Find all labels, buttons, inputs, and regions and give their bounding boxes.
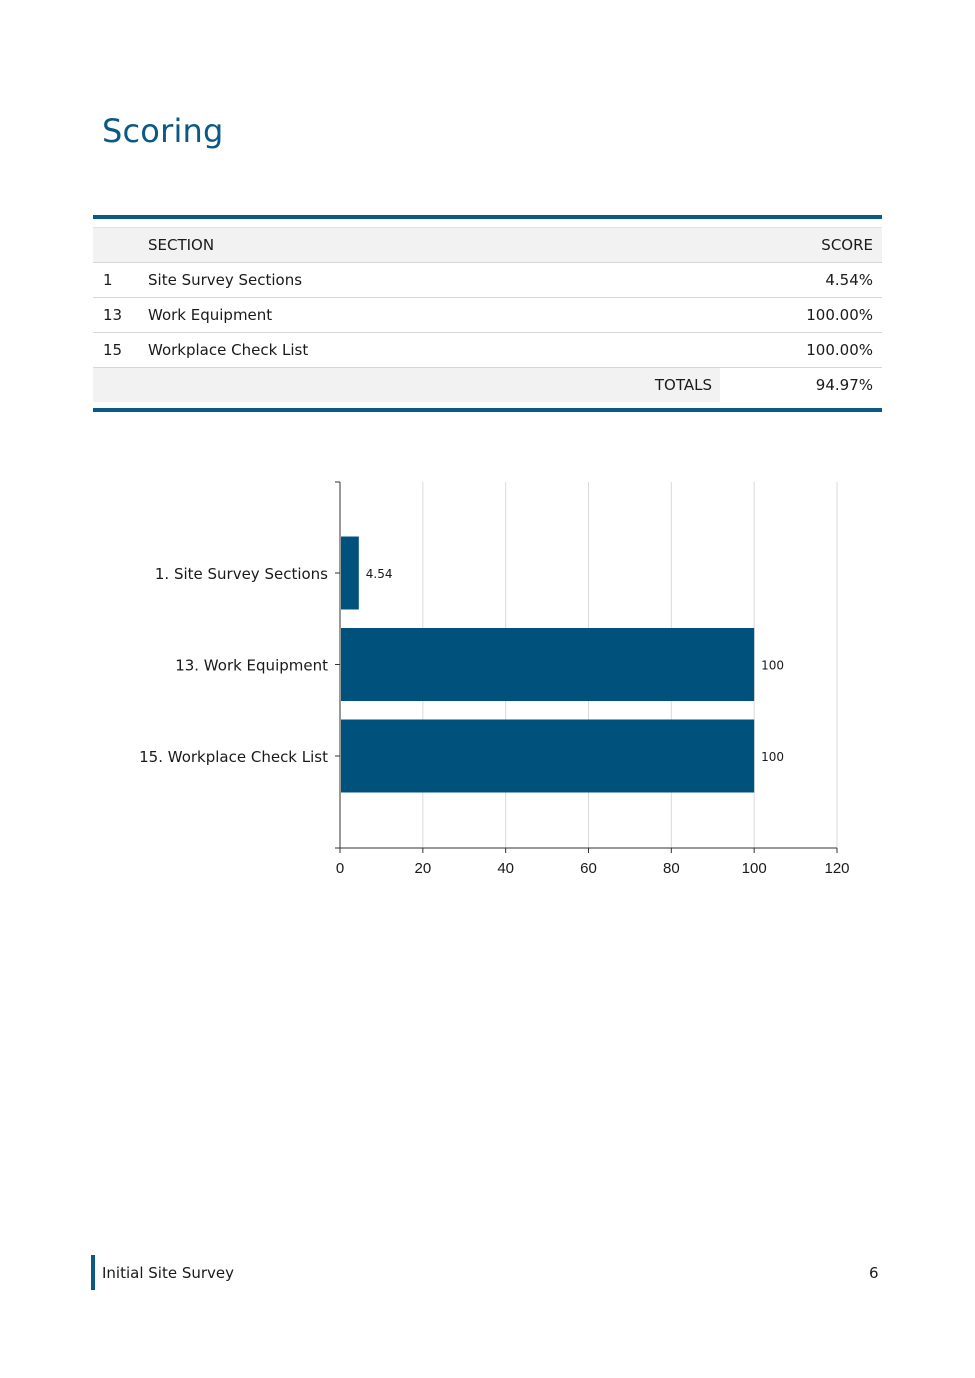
x-tick-label: 0 bbox=[335, 860, 345, 877]
page-title: Scoring bbox=[102, 112, 224, 150]
row-score: 4.54% bbox=[825, 271, 873, 289]
page-number: 6 bbox=[869, 1264, 879, 1282]
category-label: 13. Work Equipment bbox=[175, 656, 328, 675]
totals-score: 94.97% bbox=[720, 368, 882, 402]
x-tick-label: 60 bbox=[580, 860, 597, 877]
bar bbox=[341, 720, 754, 793]
bar bbox=[341, 628, 754, 701]
header-score: SCORE bbox=[821, 236, 873, 254]
score-bar-chart bbox=[0, 470, 975, 890]
row-score: 100.00% bbox=[806, 341, 873, 359]
x-tick-label: 40 bbox=[497, 860, 515, 877]
totals-label: TOTALS bbox=[654, 376, 712, 394]
x-tick-label: 80 bbox=[662, 860, 680, 877]
scoring-table bbox=[93, 215, 882, 412]
footer-accent-bar bbox=[91, 1255, 95, 1290]
row-section: Workplace Check List bbox=[148, 341, 309, 359]
data-label: 100 bbox=[761, 750, 785, 764]
row-num: 13 bbox=[103, 306, 123, 324]
row-section: Work Equipment bbox=[148, 306, 273, 324]
footer-title: Initial Site Survey bbox=[102, 1264, 235, 1282]
x-tick-label: 20 bbox=[414, 860, 432, 877]
header-section: SECTION bbox=[148, 236, 215, 254]
table-row bbox=[93, 333, 882, 368]
totals-row bbox=[93, 368, 882, 402]
row-section: Site Survey Sections bbox=[148, 271, 303, 289]
data-label: 4.54 bbox=[365, 567, 393, 581]
x-tick-label: 120 bbox=[824, 860, 850, 877]
category-label: 1. Site Survey Sections bbox=[154, 565, 328, 583]
row-num: 15 bbox=[103, 341, 123, 359]
category-label: 15. Workplace Check List bbox=[139, 748, 328, 766]
bar bbox=[341, 537, 359, 610]
table-row bbox=[93, 298, 882, 333]
data-label: 100 bbox=[761, 658, 785, 673]
x-tick-label: 100 bbox=[741, 860, 767, 877]
table-row bbox=[93, 263, 882, 298]
row-score: 100.00% bbox=[806, 306, 873, 324]
table-header-row bbox=[93, 227, 882, 263]
row-num: 1 bbox=[103, 271, 113, 289]
